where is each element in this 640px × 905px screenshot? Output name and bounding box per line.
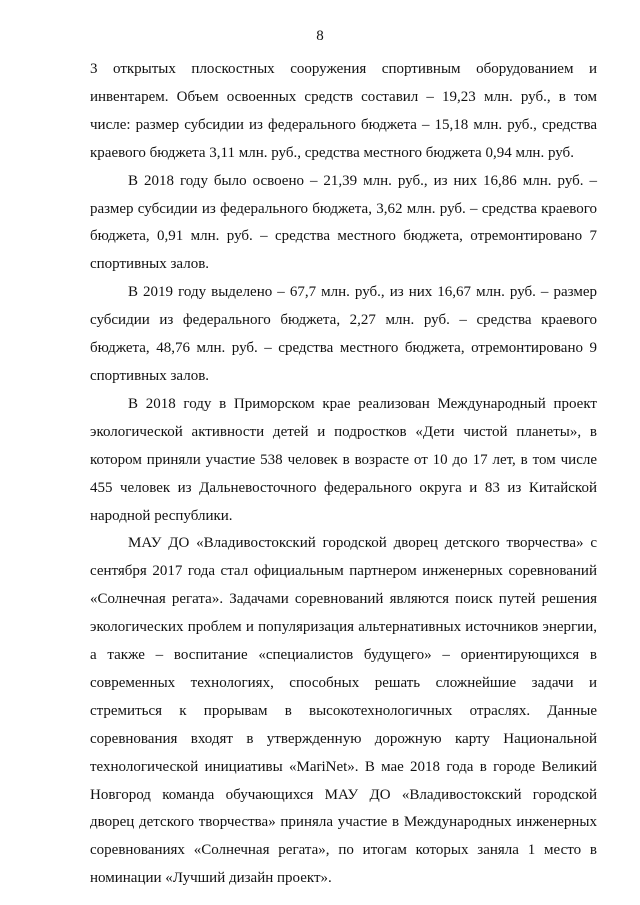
paragraph-2018-funding: В 2018 году было освоено – 21,39 млн. руб., из них 16,86 млн. руб. – размер субсидии из федерального бюджета, 3,62 млн. руб. – средства краевого бюджета, 0,91 млн. руб. – средства местного бюджета, отремонтировано 7 спортивных залов.: [90, 172, 597, 273]
document-body: [90, 56, 597, 893]
paragraph-sports-facilities-continuation: 3 открытых плоскостных сооружения спортивным оборудованием и инвентарем. Объем освоенных средств составил – 19,23 млн. руб., в том числе: размер субсидии из федерального бюджета – 15,18 млн. руб., средства краевого бюджета 3,11 млн. руб., средства местного бюджета 0,94 млн. руб.: [90, 61, 597, 161]
paragraph-2019-funding: В 2019 году выделено – 67,7 млн. руб., из них 16,67 млн. руб. – размер субсидии из федерального бюджета, 2,27 млн. руб. – средства краевого бюджета, 48,76 млн. руб. – средства местного бюджета, отремонтировано 9 спортивных залов.: [90, 284, 597, 384]
paragraph-ecology-project: В 2018 году в Приморском крае реализован Международный проект экологической активности детей и подростков «Дети чистой планеты», в котором приняли участие 538 человек в возрасте от 10 до 17 лет, в том числе 455 человек из Дальневосточного федерального округа и 83 из Китайской народной республики.: [90, 395, 597, 524]
page-number: 8: [316, 28, 324, 44]
paragraph-solar-regatta: МАУ ДО «Владивостокский городской дворец детского творчества» с сентября 2017 года стал официальным партнером инженерных соревнований «Солнечная регата». Задачами соревнований являются поиск путей решения экологических проблем и популяризация альтернативных источников энергии, а также – воспитание «специалистов будущего» – ориентирующихся в современных технологиях, способных решать сложнейшие задачи и стремиться к прорывам в высокотехнологичных отраслях. Данные соревнования входят в утвержденную дорожную карту Национальной технологической инициативы «MariNet». В мае 2018 года в городе Великий Новгород команда обучающихся МАУ ДО «Владивостокский городской дворец детского творчества» приняла участие в Международных инженерных соревнованиях «Солнечная регата», по итогам которых заняла 1 место в номинации «Лучший дизайн проект».: [90, 535, 597, 887]
